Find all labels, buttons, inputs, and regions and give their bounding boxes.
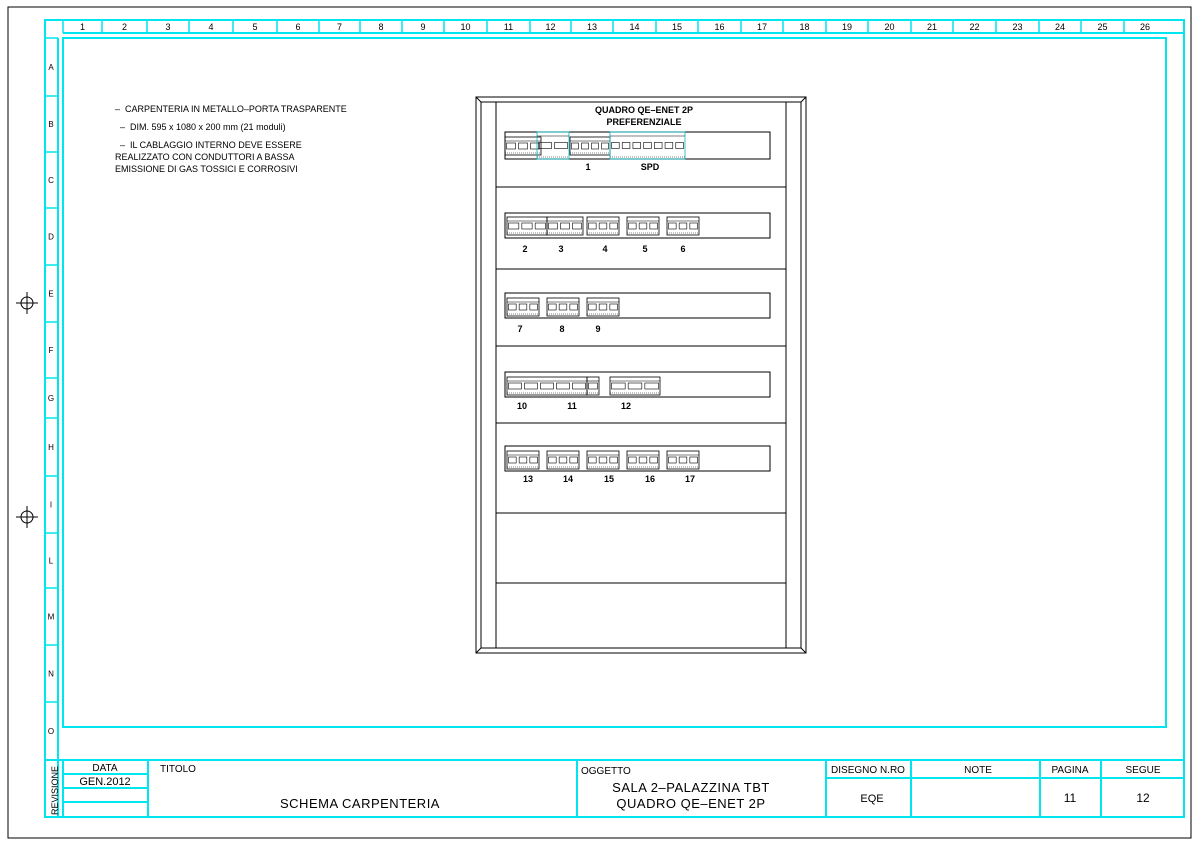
- column-label: 15: [671, 22, 683, 32]
- column-label: 25: [1097, 22, 1108, 32]
- object-header: OGGETTO: [581, 766, 631, 777]
- column-label: 18: [799, 22, 810, 32]
- circuit-label: 9: [595, 324, 601, 334]
- row-label: L: [48, 556, 54, 566]
- column-label: 24: [1054, 22, 1066, 32]
- column-label: 5: [252, 22, 258, 32]
- column-label: 8: [378, 22, 384, 32]
- breaker: [587, 298, 619, 316]
- date-value: GEN.2012: [79, 776, 131, 788]
- breaker: [627, 451, 659, 469]
- column-label: 9: [420, 22, 426, 32]
- panel-title-line1: QUADRO QE–ENET 2P: [594, 105, 694, 115]
- breaker: [507, 298, 539, 316]
- row-label: B: [48, 120, 54, 129]
- column-label: 16: [714, 22, 725, 32]
- circuit-label: 10: [516, 401, 528, 411]
- title-value: SCHEMA CARPENTERIA: [280, 796, 440, 811]
- circuit-label: 2: [522, 244, 528, 254]
- circuit-label: 13: [522, 474, 534, 484]
- breaker: [587, 217, 619, 235]
- column-label: 23: [1012, 22, 1023, 32]
- revision-label: REVISIONE: [50, 765, 60, 815]
- drawing-number-header: DISEGNO N.RO: [831, 765, 905, 776]
- column-label: 12: [545, 22, 556, 32]
- breaker: [570, 137, 610, 155]
- next-page-value: 12: [1136, 791, 1150, 805]
- circuit-label: 4: [602, 244, 608, 254]
- row-label: I: [49, 500, 53, 510]
- circuit-label: 17: [684, 474, 696, 484]
- breaker: [505, 137, 541, 155]
- note-line: EMISSIONE DI GAS TOSSICI E CORROSIVI: [115, 164, 298, 174]
- column-label: 10: [460, 22, 471, 32]
- row-label: O: [47, 727, 55, 736]
- breaker: [667, 451, 699, 469]
- note-line: – IL CABLAGGIO INTERNO DEVE ESSERE: [115, 140, 302, 150]
- note-line: – CARPENTERIA IN METALLO–PORTA TRASPARENTE: [115, 104, 347, 114]
- breaker: [610, 132, 685, 159]
- page-header: PAGINA: [1051, 765, 1089, 776]
- column-label: 19: [841, 22, 853, 32]
- circuit-label: 8: [559, 324, 565, 334]
- registration-mark: [16, 292, 38, 314]
- object-line2: QUADRO QE–ENET 2P: [616, 796, 766, 811]
- row-label: H: [48, 443, 54, 452]
- circuit-label: SPD: [640, 162, 660, 172]
- date-header: DATA: [92, 763, 118, 774]
- din-rail: [505, 293, 770, 318]
- note-header: NOTE: [964, 765, 992, 776]
- breaker: [547, 298, 579, 316]
- panel-title-line2: PREFERENZIALE: [606, 117, 682, 127]
- column-label: 14: [629, 22, 640, 32]
- circuit-label: 16: [644, 474, 656, 484]
- row-label: M: [47, 612, 55, 622]
- circuit-label: 3: [558, 244, 564, 254]
- column-label: 17: [756, 22, 768, 32]
- breaker: [547, 451, 579, 469]
- row-label: C: [48, 176, 54, 185]
- breaker: [547, 217, 583, 235]
- object-line1: SALA 2–PALAZZINA TBT: [612, 780, 770, 795]
- row-label: G: [47, 394, 55, 403]
- column-label: 4: [208, 22, 214, 32]
- breaker: [627, 217, 659, 235]
- column-label: 6: [295, 22, 301, 32]
- circuit-label: 5: [642, 244, 648, 254]
- construction-notes: [115, 103, 347, 175]
- breaker: [507, 451, 539, 469]
- circuit-label: 11: [567, 401, 577, 411]
- column-label: 26: [1139, 22, 1151, 32]
- circuit-label: 15: [603, 474, 615, 484]
- breaker: [587, 451, 619, 469]
- circuit-label: 14: [562, 474, 574, 484]
- note-line: – DIM. 595 x 1080 x 200 mm (21 moduli): [115, 122, 286, 132]
- column-label: 1: [79, 22, 86, 32]
- column-label: 2: [121, 22, 128, 32]
- column-ruler: [63, 20, 1150, 33]
- breaker: [507, 217, 547, 235]
- circuit-label: 7: [517, 324, 523, 334]
- row-label: F: [48, 346, 54, 355]
- column-label: 3: [165, 22, 171, 32]
- breaker: [610, 377, 660, 395]
- next-page-header: SEGUE: [1125, 765, 1161, 776]
- row-ruler: [45, 38, 58, 736]
- column-label: 22: [969, 22, 980, 32]
- din-rail: [505, 372, 770, 397]
- circuit-label: 12: [620, 401, 632, 411]
- breaker: [667, 217, 699, 235]
- drawing-number-value: EQE: [860, 793, 884, 805]
- column-label: 21: [926, 22, 938, 32]
- note-line: REALIZZATO CON CONDUTTORI A BASSA: [115, 152, 295, 162]
- breaker: [507, 377, 587, 395]
- enclosure: [476, 97, 806, 653]
- row-label: D: [48, 232, 54, 242]
- breaker: [587, 377, 599, 395]
- page-value: 11: [1063, 791, 1077, 805]
- column-label: 13: [586, 22, 598, 32]
- circuit-label: 6: [680, 244, 686, 254]
- column-label: 11: [503, 22, 514, 32]
- column-label: 7: [336, 22, 343, 32]
- row-label: E: [48, 289, 54, 299]
- panel-rows: [496, 132, 786, 583]
- title-header: TITOLO: [160, 764, 196, 775]
- column-label: 20: [884, 22, 895, 32]
- circuit-label: 1: [585, 162, 591, 172]
- row-label: A: [48, 63, 54, 72]
- breaker: [537, 132, 569, 159]
- registration-mark: [16, 506, 38, 528]
- row-label: N: [48, 669, 54, 679]
